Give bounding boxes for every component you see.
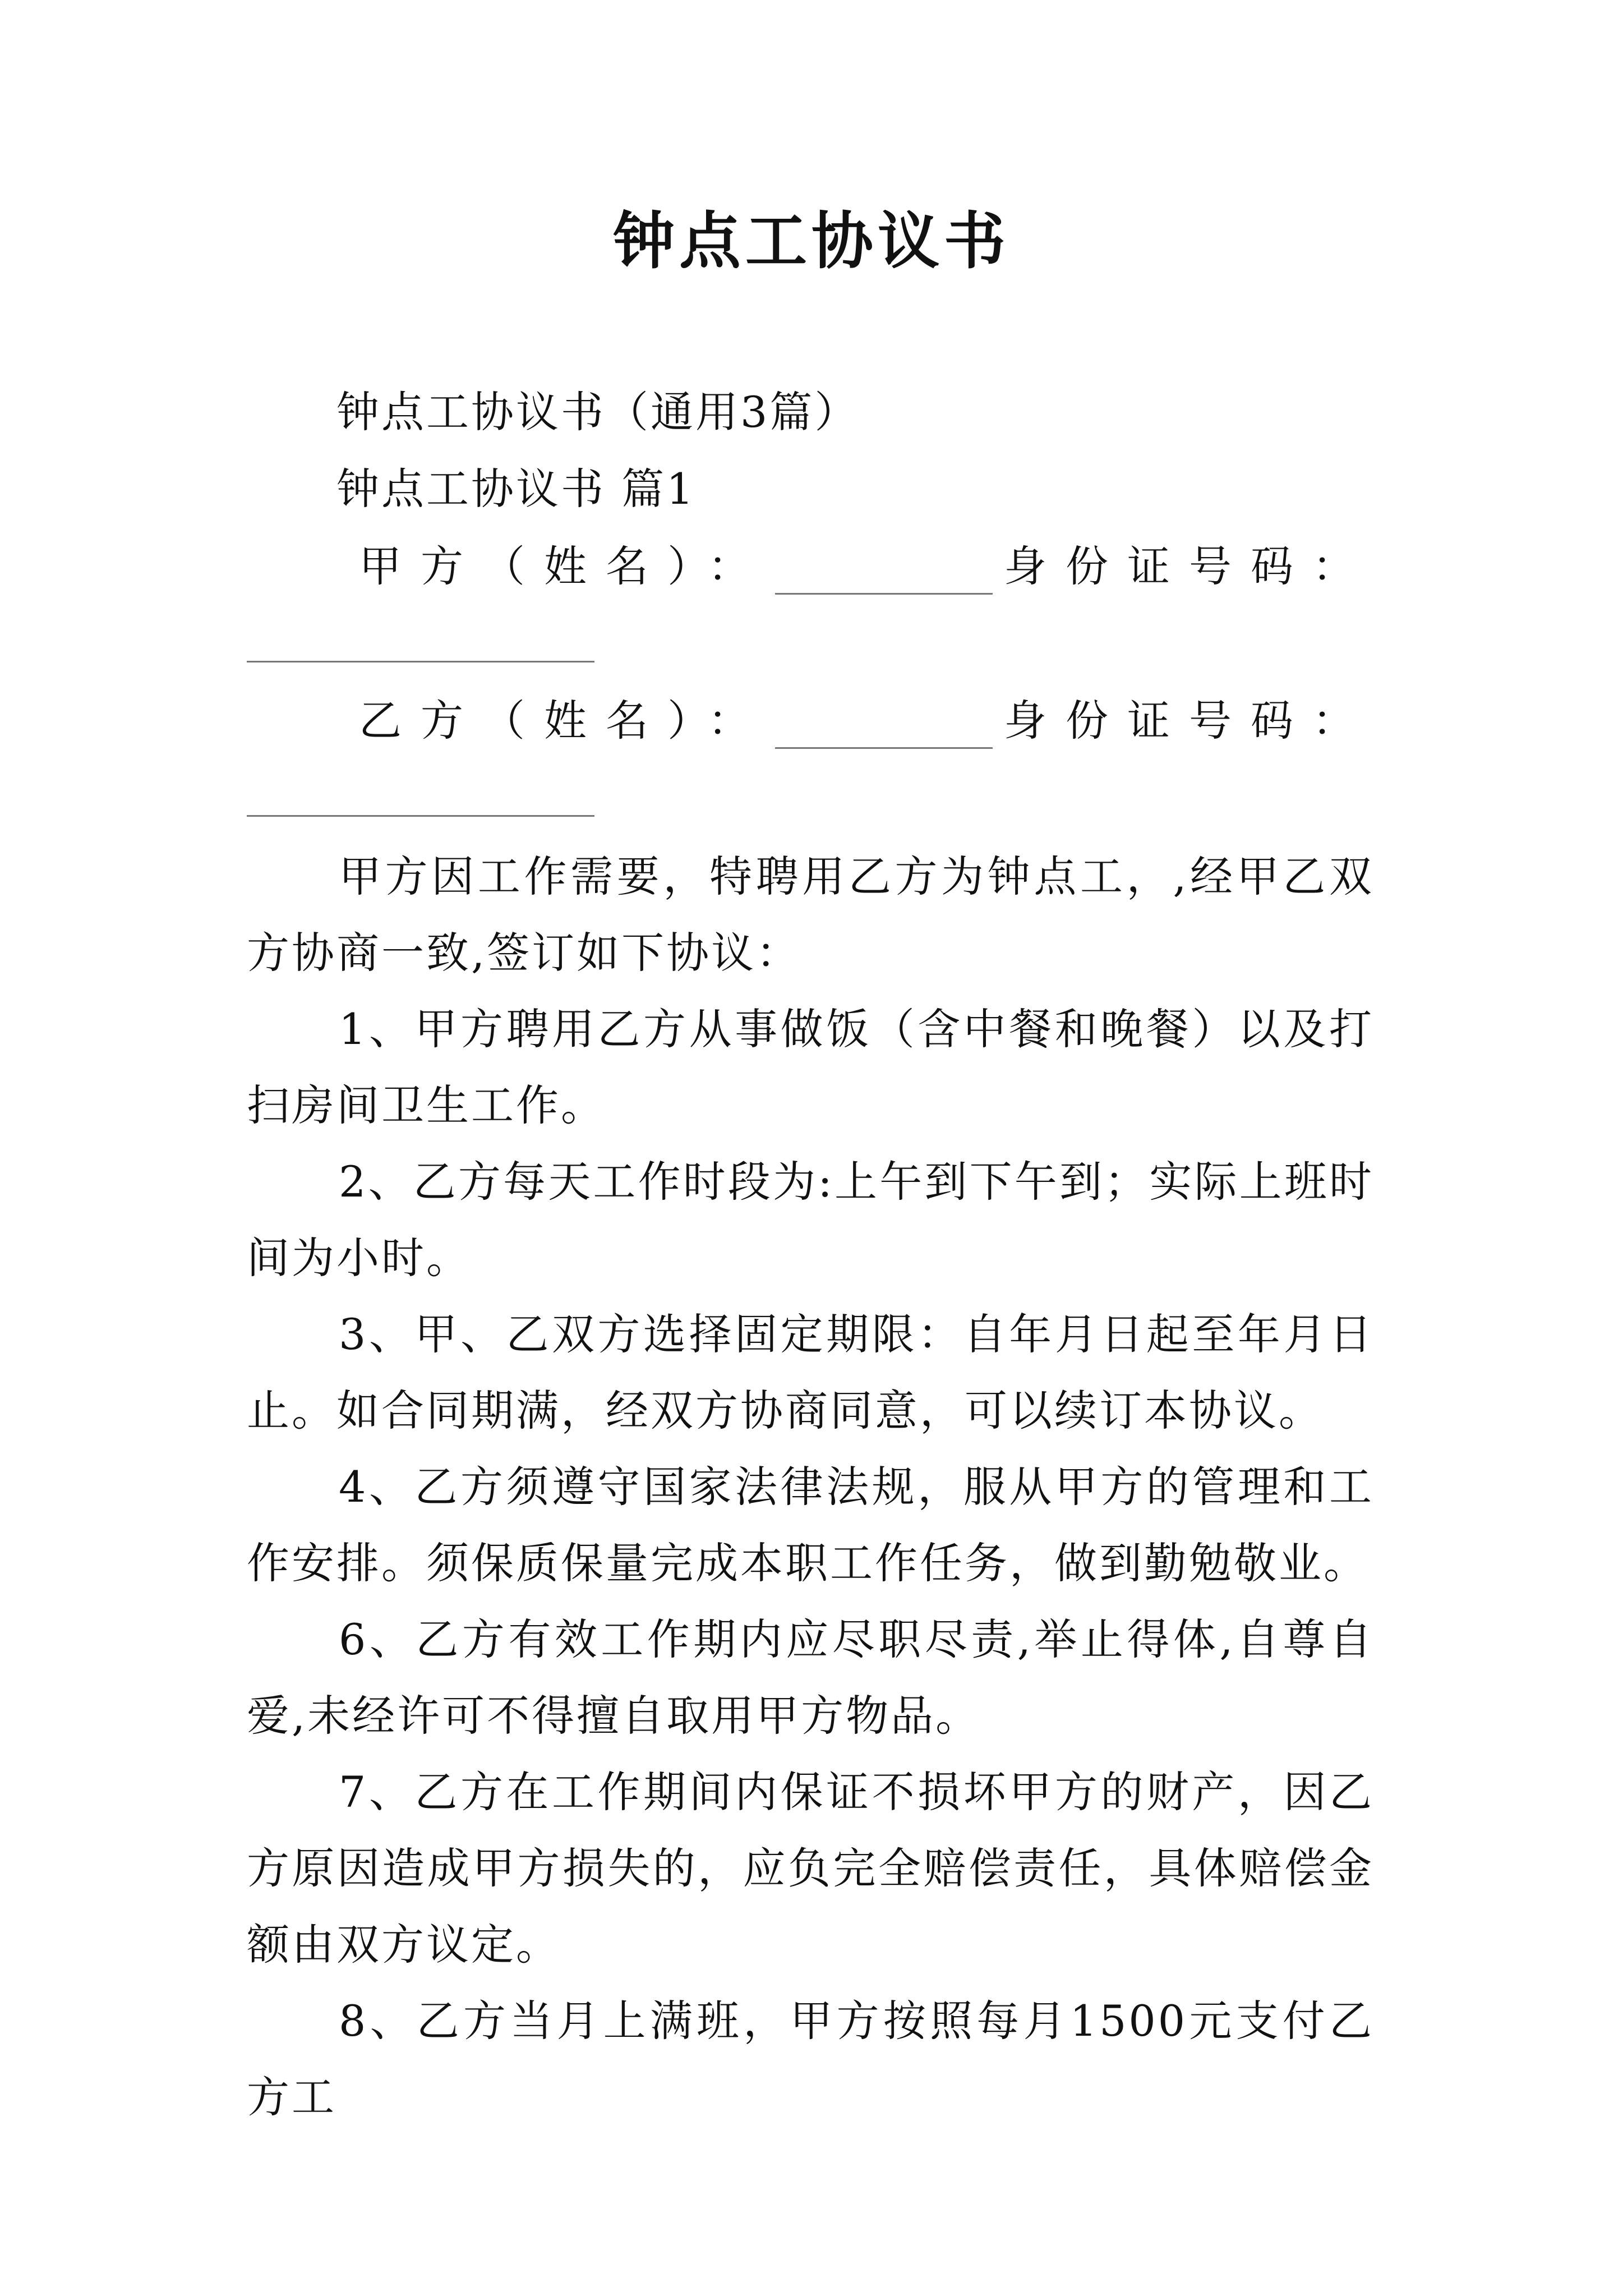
paragraph-clause-7: 7、乙方在工作期间内保证不损坏甲方的财产，因乙方原因造成甲方损失的，应负完全赔偿责任，具体赔偿金额由双方议定。 xyxy=(247,1767,1374,1970)
party-b-id-label: 身份证号码： xyxy=(1004,696,1374,746)
party-b-name-label: 乙方（姓名）： xyxy=(359,696,769,746)
document-title: 钟点工协议书 xyxy=(613,205,1010,277)
party-a-id-blank xyxy=(247,661,594,662)
paragraph-clause-6: 6、乙方有效工作期内应尽职尽责,举止得体,自尊自爱,未经许可不得擅自取用甲方物品。 xyxy=(247,1614,1374,1741)
collection-subtitle: 钟点工协议书（通用3篇） xyxy=(336,387,860,437)
paragraph-clause-2: 2、乙方每天工作时段为:上午到下午到；实际上班时间为小时。 xyxy=(247,1157,1374,1283)
party-b-row xyxy=(359,693,1374,749)
party-a-row xyxy=(359,539,1374,595)
party-b-id-blank xyxy=(247,815,594,817)
party-a-id-label: 身份证号码： xyxy=(1004,541,1374,591)
party-a-name-blank xyxy=(775,548,993,595)
paragraph-clause-8: 8、乙方当月上满班，甲方按照每月1500元支付乙方工 xyxy=(247,1996,1374,2122)
part-subtitle: 钟点工协议书 篇1 xyxy=(336,464,696,514)
paragraph-intro: 甲方因工作需要，特聘用乙方为钟点工，,经甲乙双方协商一致,签订如下协议： xyxy=(247,852,1374,978)
party-a-name-label: 甲方（姓名）： xyxy=(359,541,769,591)
paragraph-clause-3: 3、甲、乙双方选择固定期限：自年月日起至年月日止。如合同期满，经双方协商同意，可以续订本协议。 xyxy=(247,1309,1374,1435)
party-b-name-blank xyxy=(775,702,993,749)
paragraph-clause-4: 4、乙方须遵守国家法律法规，服从甲方的管理和工作安排。须保质保量完成本职工作任务，做到勤勉敬业。 xyxy=(247,1462,1374,1588)
paragraph-clause-1: 1、甲方聘用乙方从事做饭（含中餐和晚餐）以及打扫房间卫生工作。 xyxy=(247,1004,1374,1130)
